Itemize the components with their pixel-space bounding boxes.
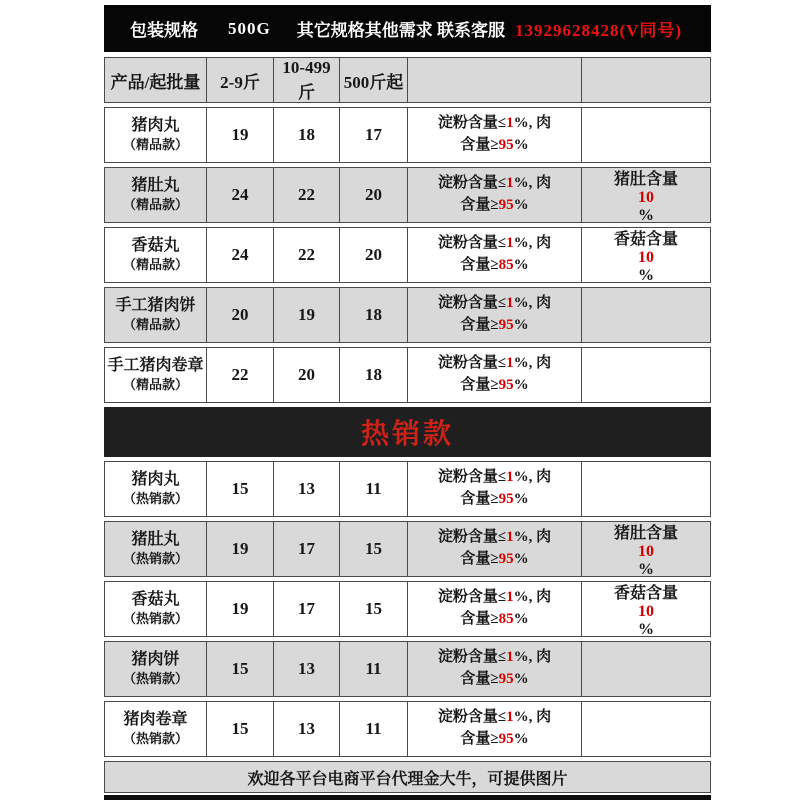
product-variant: （精品款） (122, 317, 188, 333)
content-note-cell (407, 108, 581, 162)
content-note-cell (407, 348, 581, 402)
text: 淀粉含量≤ (437, 709, 507, 726)
product-variant: （热销款） (122, 611, 188, 627)
text: 10-499斤 (282, 58, 331, 102)
highlight-red-text: 85 (498, 611, 514, 627)
highlight-red-text: 1 (506, 295, 514, 312)
price-cell-tier1 (206, 462, 273, 516)
price-cell-tier3 (339, 288, 407, 342)
product-variant: （热销款） (122, 731, 188, 747)
price-cell-tier1 (206, 288, 273, 342)
product-variant: （热销款） (122, 671, 188, 687)
text: 含量≥ (460, 377, 499, 393)
extra-content-cell (581, 108, 710, 162)
text: 20 (365, 245, 382, 264)
product-cell (105, 462, 206, 516)
highlight-red-text: 95 (498, 671, 514, 687)
text: 2-9斤 (220, 72, 260, 92)
product-cell (105, 168, 206, 222)
product-name: 猪肚丸 (131, 531, 180, 548)
content-note-cell (407, 168, 581, 222)
price-cell-tier1 (206, 642, 273, 696)
content-note-cell (407, 228, 581, 282)
content-note-text (438, 527, 551, 571)
product-row (104, 287, 711, 343)
text: % (638, 620, 654, 636)
header-cell (206, 58, 273, 102)
text: 含量≥ (460, 197, 499, 213)
highlight-red-text: 1 (506, 649, 514, 666)
text: % (513, 317, 529, 333)
price-cell-tier2 (273, 348, 339, 402)
text: 淀粉含量≤ (437, 469, 507, 486)
product-variant: （精品款） (122, 197, 188, 213)
text: %, 肉 (513, 295, 552, 312)
price-cell-tier2 (273, 522, 339, 576)
text: 13 (298, 719, 315, 738)
price-cell-tier3 (339, 168, 407, 222)
product-row (104, 167, 711, 223)
extra-content-cell (581, 288, 710, 342)
text: 含量≥ (460, 611, 499, 627)
highlight-red-text: 10 (638, 248, 654, 266)
content-note-text (438, 293, 551, 337)
text: %, 肉 (513, 355, 552, 372)
text: 15 (231, 659, 249, 678)
price-cell-tier3 (339, 348, 407, 402)
price-cell-tier2 (273, 582, 339, 636)
hot-sale-banner (104, 407, 711, 457)
highlight-red-text: 1 (506, 175, 514, 192)
text: 22 (298, 245, 315, 264)
content-note-cell (407, 522, 581, 576)
text: % (513, 257, 529, 273)
text: %, 肉 (513, 235, 552, 252)
text: 18 (298, 125, 315, 144)
price-cell-tier2 (273, 702, 339, 756)
product-name: 猪肉卷章 (123, 711, 188, 728)
price-cell-tier3 (339, 522, 407, 576)
price-cell-tier1 (206, 582, 273, 636)
text: %, 肉 (513, 115, 552, 132)
highlight-red-text: 95 (498, 197, 514, 213)
product-cell (105, 702, 206, 756)
highlight-red-text: 1 (506, 529, 514, 546)
text: 19 (298, 305, 315, 324)
contact-phone: 13929628428(V同号) (514, 21, 683, 40)
product-row (104, 641, 711, 697)
product-name: 香菇丸 (131, 237, 180, 254)
product-variant: （精品款） (122, 257, 188, 273)
text: 淀粉含量≤ (437, 175, 507, 192)
text: 17 (365, 125, 382, 144)
price-cell-tier3 (339, 228, 407, 282)
highlight-red-text: 10 (638, 542, 654, 560)
product-cell (105, 642, 206, 696)
highlight-red-text: 85 (498, 257, 514, 273)
text: %, 肉 (513, 175, 552, 192)
footer-row (104, 761, 711, 793)
text: 含量≥ (460, 731, 499, 747)
header-cell (105, 58, 206, 102)
product-name: 手工猪肉饼 (115, 297, 196, 314)
extra-content-cell (581, 168, 710, 222)
product-cell (105, 348, 206, 402)
footer-text: 欢迎各平台电商平台代理金大牛，可提供图片 (247, 770, 568, 788)
price-cell-tier3 (339, 702, 407, 756)
product-name: 手工猪肉卷章 (107, 357, 204, 374)
content-note-cell (407, 642, 581, 696)
product-row (104, 461, 711, 517)
text: 15 (365, 599, 382, 618)
product-cell (105, 288, 206, 342)
text: 13 (298, 479, 315, 498)
text: 11 (365, 719, 382, 738)
text: %, 肉 (513, 709, 552, 726)
packaging-spec-label: 包装规格 (130, 21, 198, 40)
text: 香菇含量 (613, 584, 678, 602)
price-cell-tier3 (339, 462, 407, 516)
text: 19 (231, 125, 249, 144)
text: 香菇含量 (613, 230, 678, 248)
text: 淀粉含量≤ (437, 355, 507, 372)
text: 15 (231, 479, 249, 498)
content-note-text (438, 707, 551, 751)
product-row (104, 581, 711, 637)
text: 猪肚含量 (613, 524, 678, 542)
text: 500斤起 (343, 72, 404, 92)
text: % (638, 206, 654, 222)
header-cell (581, 58, 710, 102)
text: 20 (231, 305, 249, 324)
text: % (513, 197, 529, 213)
text: % (513, 551, 529, 567)
text: % (513, 377, 529, 393)
text: 18 (365, 305, 382, 324)
highlight-red-text: 1 (506, 469, 514, 486)
text: 22 (298, 185, 315, 204)
price-table (104, 57, 711, 757)
product-name: 猪肉丸 (131, 117, 180, 134)
header-cell (273, 58, 339, 102)
content-note-cell (407, 288, 581, 342)
text: 淀粉含量≤ (437, 589, 507, 606)
product-row (104, 701, 711, 757)
text: 17 (298, 539, 315, 558)
highlight-red-text: 95 (498, 377, 514, 393)
text: 猪肚含量 (613, 170, 678, 188)
text: 淀粉含量≤ (437, 115, 507, 132)
price-cell-tier2 (273, 642, 339, 696)
price-cell-tier1 (206, 228, 273, 282)
text: %, 肉 (513, 589, 552, 606)
product-cell (105, 582, 206, 636)
text: 17 (298, 599, 315, 618)
price-cell-tier3 (339, 582, 407, 636)
highlight-red-text: 95 (498, 731, 514, 747)
content-note-text (438, 647, 551, 691)
price-cell-tier2 (273, 168, 339, 222)
highlight-red-text: 10 (638, 188, 654, 206)
text: 淀粉含量≤ (437, 295, 507, 312)
price-cell-tier3 (339, 108, 407, 162)
content-note-cell (407, 702, 581, 756)
text: 产品/起批量 (110, 72, 201, 92)
product-cell (105, 228, 206, 282)
price-cell-tier3 (339, 642, 407, 696)
price-cell-tier1 (206, 348, 273, 402)
text: 含量≥ (460, 551, 499, 567)
text: 24 (231, 245, 249, 264)
text: % (638, 560, 654, 576)
content-note-text (438, 233, 551, 277)
content-note-text (438, 173, 551, 217)
text: 淀粉含量≤ (437, 649, 507, 666)
text: 淀粉含量≤ (437, 529, 507, 546)
extra-content-cell (581, 642, 710, 696)
bottom-edge-strip (104, 795, 711, 800)
text: 11 (365, 479, 382, 498)
text: 15 (365, 539, 382, 558)
text: %, 肉 (513, 529, 552, 546)
price-cell-tier1 (206, 702, 273, 756)
packaging-spec-value: 500G (228, 18, 271, 38)
product-variant: （精品款） (122, 137, 188, 153)
product-row (104, 521, 711, 577)
text: 19 (231, 599, 249, 618)
text: 11 (365, 659, 382, 678)
product-variant: （热销款） (122, 551, 188, 567)
highlight-red-text: 95 (498, 137, 514, 153)
price-cell-tier1 (206, 108, 273, 162)
content-note-text (438, 113, 551, 157)
extra-content-cell (581, 582, 710, 636)
highlight-red-text: 1 (506, 709, 514, 726)
header-cell (339, 58, 407, 102)
content-note-cell (407, 462, 581, 516)
sheet-content (104, 5, 711, 800)
extra-content-cell (581, 228, 710, 282)
text: %, 肉 (513, 649, 552, 666)
product-variant: （热销款） (122, 491, 188, 507)
text: 含量≥ (460, 257, 499, 273)
price-cell-tier2 (273, 108, 339, 162)
extra-content-cell (581, 522, 710, 576)
price-cell-tier2 (273, 288, 339, 342)
price-cell-tier2 (273, 462, 339, 516)
highlight-red-text: 1 (506, 589, 514, 606)
extra-content-cell (581, 462, 710, 516)
text: 淀粉含量≤ (437, 235, 507, 252)
header-cell (407, 58, 581, 102)
text: 13 (298, 659, 315, 678)
text: % (513, 611, 529, 627)
text: % (638, 266, 654, 282)
product-name: 猪肚丸 (131, 177, 180, 194)
contact-text: 其它规格其他需求 联系客服 (296, 21, 505, 40)
price-cell-tier1 (206, 522, 273, 576)
product-row (104, 347, 711, 403)
text: 20 (298, 365, 315, 384)
text: 19 (231, 539, 249, 558)
text: % (513, 671, 529, 687)
product-cell (105, 108, 206, 162)
text: %, 肉 (513, 469, 552, 486)
content-note-text (438, 467, 551, 511)
text: % (513, 137, 529, 153)
extra-content-cell (581, 702, 710, 756)
text: 15 (231, 719, 249, 738)
highlight-red-text: 95 (498, 491, 514, 507)
top-info-bar (104, 5, 711, 52)
content-note-text (438, 587, 551, 631)
highlight-red-text: 10 (638, 602, 654, 620)
highlight-red-text: 1 (506, 235, 514, 252)
text: 含量≥ (460, 491, 499, 507)
text: 含量≥ (460, 317, 499, 333)
text: 20 (365, 185, 382, 204)
text: 24 (231, 185, 249, 204)
table-header-row (104, 57, 711, 103)
product-name: 猪肉饼 (131, 651, 180, 668)
product-variant: （精品款） (122, 377, 188, 393)
content-note-text (438, 353, 551, 397)
text: 22 (231, 365, 249, 384)
text: 18 (365, 365, 382, 384)
price-cell-tier1 (206, 168, 273, 222)
extra-content-cell (581, 348, 710, 402)
text: % (513, 491, 529, 507)
highlight-red-text: 95 (498, 551, 514, 567)
product-row (104, 107, 711, 163)
price-cell-tier2 (273, 228, 339, 282)
text: % (513, 731, 529, 747)
content-note-cell (407, 582, 581, 636)
text: 含量≥ (460, 137, 499, 153)
highlight-red-text: 95 (498, 317, 514, 333)
product-cell (105, 522, 206, 576)
text: 含量≥ (460, 671, 499, 687)
product-name: 香菇丸 (131, 591, 180, 608)
highlight-red-text: 1 (506, 355, 514, 372)
text: 热销款 (360, 419, 454, 450)
product-name: 猪肉丸 (131, 471, 180, 488)
product-row (104, 227, 711, 283)
highlight-red-text: 1 (506, 115, 514, 132)
